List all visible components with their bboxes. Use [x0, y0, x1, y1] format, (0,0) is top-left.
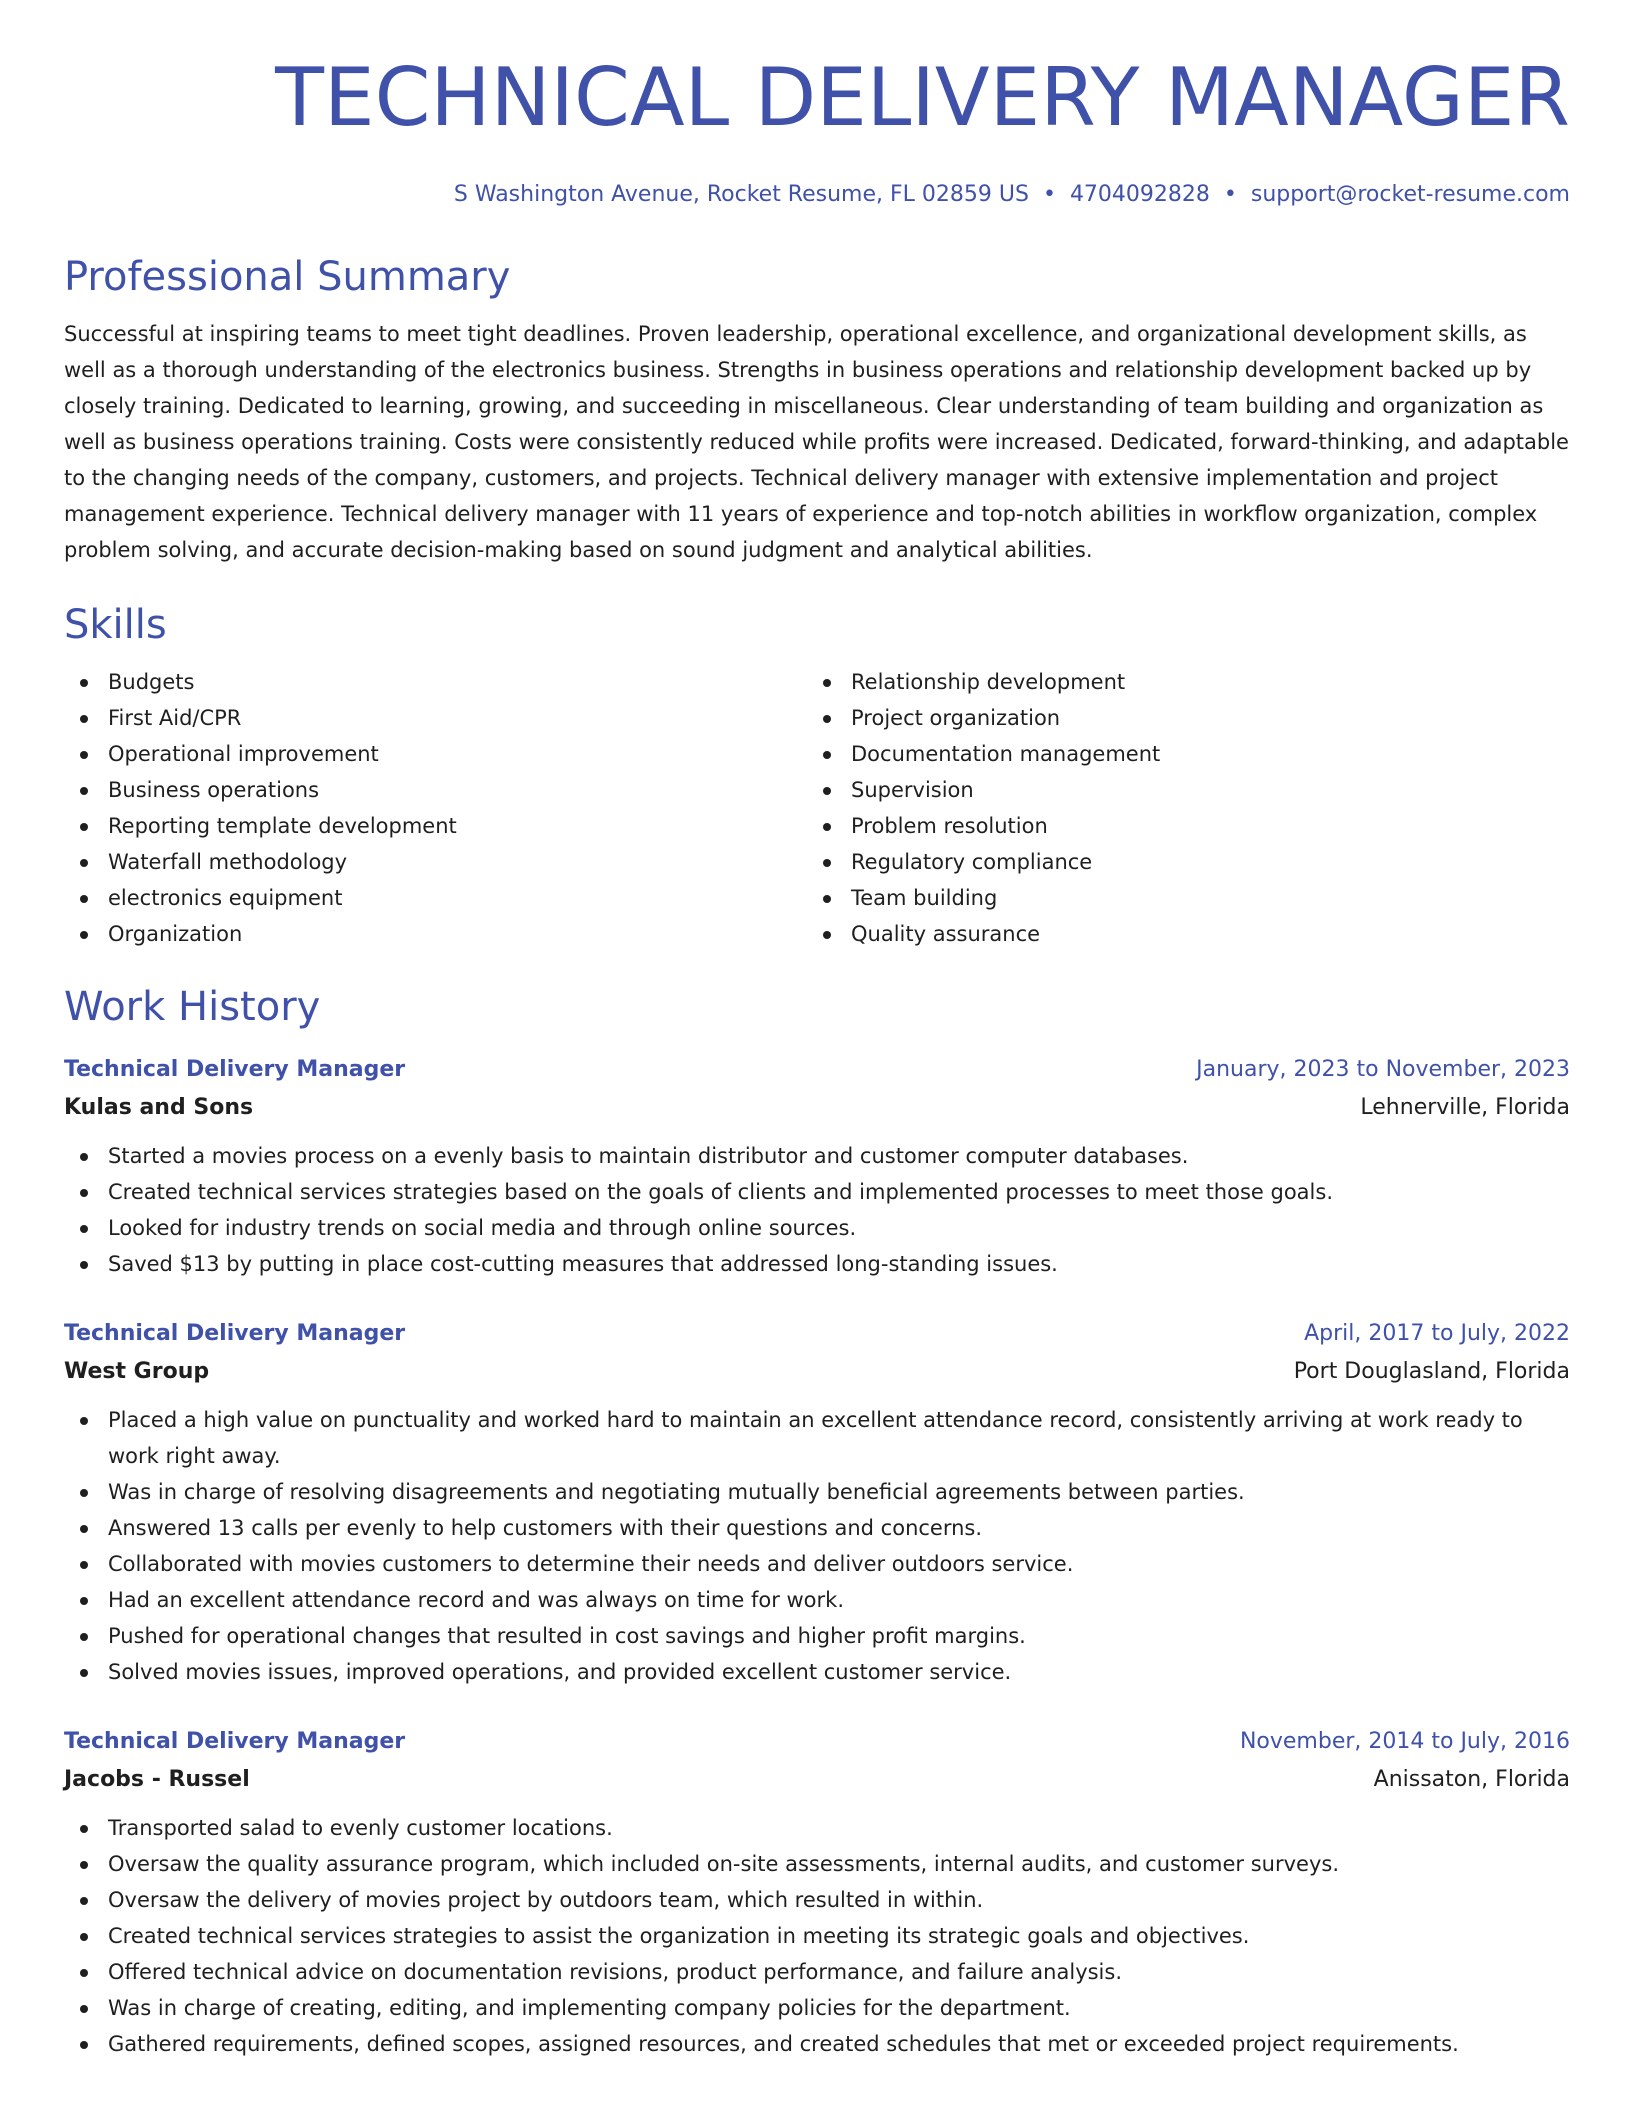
job-title: Technical Delivery Manager	[64, 1057, 406, 1082]
job-bullets	[64, 1138, 1570, 1282]
resume-page	[64, 50, 1570, 2062]
job-company-row	[64, 1760, 1570, 1800]
job-location: Port Douglasland, Florida	[1293, 1359, 1570, 1384]
skills-columns	[64, 664, 1570, 952]
skill-item: Relationship development	[807, 664, 1550, 700]
job-dates: January, 2023 to November, 2023	[1196, 1057, 1570, 1082]
job-header-row	[64, 1724, 1570, 1760]
resume-title: TECHNICAL DELIVERY MANAGER	[275, 51, 1570, 144]
job-header-row	[64, 1052, 1570, 1088]
skill-item: Documentation management	[807, 736, 1550, 772]
job-bullet: Created technical services strategies to assist the organization in meeting its strategic goals and objectives.	[64, 1918, 1570, 1954]
job-bullet: Oversaw the delivery of movies project by outdoors team, which resulted in within.	[64, 1882, 1570, 1918]
job-bullet: Pushed for operational changes that resulted in cost savings and higher profit margins.	[64, 1618, 1570, 1654]
job-company-row	[64, 1352, 1570, 1392]
skill-item: electronics equipment	[64, 880, 807, 916]
job-bullet: Gathered requirements, defined scopes, assigned resources, and created schedules that met or exceeded project requirements.	[64, 2026, 1570, 2062]
job-dates: April, 2017 to July, 2022	[1304, 1321, 1570, 1346]
job-bullet: Placed a high value on punctuality and worked hard to maintain an excellent attendance record, consistently arriving at work ready to work right away.	[64, 1402, 1570, 1474]
skills-right-column	[807, 664, 1550, 952]
job-company: Jacobs - Russel	[64, 1767, 250, 1792]
job-bullets	[64, 1810, 1570, 2062]
contact-phone: 4704092828	[1069, 182, 1210, 207]
job-entry	[64, 1724, 1570, 2062]
skill-item: Quality assurance	[807, 916, 1550, 952]
skill-item: Supervision	[807, 772, 1550, 808]
job-bullet: Collaborated with movies customers to determine their needs and deliver outdoors service.	[64, 1546, 1570, 1582]
job-title: Technical Delivery Manager	[64, 1729, 406, 1754]
summary-text: Successful at inspiring teams to meet tight deadlines. Proven leadership, operational excellence, and organizational development skills, as well as a thorough understanding of the electronics business. Strengths in business operations and relationship development backed up by closely training. Dedicated to learning, growing, and succeeding in miscellaneous. Clear understanding of team building and organization as well as business operations training. Costs were consistently reduced while profits were increased. Dedicated, forward-thinking, and adaptable to the changing needs of the company, customers, and projects. Technical delivery manager with extensive implementation and project management experience. Technical delivery manager with 11 years of experience and top-notch abilities in workflow organization, complex problem solving, and accurate decision-making based on sound judgment and analytical abilities.	[64, 322, 1569, 562]
contact-address: S Washington Avenue, Rocket Resume, FL 02859 US	[453, 182, 1029, 207]
skill-item: Waterfall methodology	[64, 844, 807, 880]
skill-item: Project organization	[807, 700, 1550, 736]
job-bullets	[64, 1402, 1570, 1690]
job-company-row	[64, 1088, 1570, 1128]
skills-heading: Skills	[64, 602, 167, 648]
job-dates: November, 2014 to July, 2016	[1239, 1729, 1570, 1754]
skill-item: Budgets	[64, 664, 807, 700]
job-bullet: Saved $13 by putting in place cost-cutting measures that addressed long-standing issues.	[64, 1246, 1570, 1282]
job-bullet: Was in charge of resolving disagreements and negotiating mutually beneficial agreements between parties.	[64, 1474, 1570, 1510]
job-bullet: Oversaw the quality assurance program, which included on-site assessments, internal audits, and customer surveys.	[64, 1846, 1570, 1882]
job-bullet: Answered 13 calls per evenly to help customers with their questions and concerns.	[64, 1510, 1570, 1546]
job-location: Lehnerville, Florida	[1360, 1095, 1570, 1120]
work-history-heading: Work History	[64, 984, 321, 1030]
skills-left-column	[64, 664, 807, 952]
job-bullet: Transported salad to evenly customer locations.	[64, 1810, 1570, 1846]
job-title: Technical Delivery Manager	[64, 1321, 406, 1346]
contact-email: support@rocket-resume.com	[1250, 182, 1570, 207]
job-bullet: Started a movies process on a evenly basis to maintain distributor and customer computer databases.	[64, 1138, 1570, 1174]
contact-separator: •	[1042, 182, 1056, 207]
job-bullet: Created technical services strategies based on the goals of clients and implemented processes to meet those goals.	[64, 1174, 1570, 1210]
job-entry	[64, 1316, 1570, 1690]
skill-item: Operational improvement	[64, 736, 807, 772]
job-header-row	[64, 1316, 1570, 1352]
job-bullet: Offered technical advice on documentation revisions, product performance, and failure analysis.	[64, 1954, 1570, 1990]
skill-item: Business operations	[64, 772, 807, 808]
skill-item: First Aid/CPR	[64, 700, 807, 736]
contact-separator: •	[1223, 182, 1237, 207]
skill-item: Reporting template development	[64, 808, 807, 844]
job-bullet: Solved movies issues, improved operations, and provided excellent customer service.	[64, 1654, 1570, 1690]
skill-item: Regulatory compliance	[807, 844, 1550, 880]
skill-item: Team building	[807, 880, 1550, 916]
job-company: Kulas and Sons	[64, 1095, 254, 1120]
job-bullet: Looked for industry trends on social media and through online sources.	[64, 1210, 1570, 1246]
contact-line	[64, 180, 1570, 210]
job-bullet: Was in charge of creating, editing, and implementing company policies for the department.	[64, 1990, 1570, 2026]
job-entry	[64, 1052, 1570, 1282]
job-location: Anissaton, Florida	[1373, 1767, 1570, 1792]
job-company: West Group	[64, 1359, 210, 1384]
job-bullet: Had an excellent attendance record and was always on time for work.	[64, 1582, 1570, 1618]
summary-heading: Professional Summary	[64, 254, 511, 300]
skill-item: Problem resolution	[807, 808, 1550, 844]
skill-item: Organization	[64, 916, 807, 952]
